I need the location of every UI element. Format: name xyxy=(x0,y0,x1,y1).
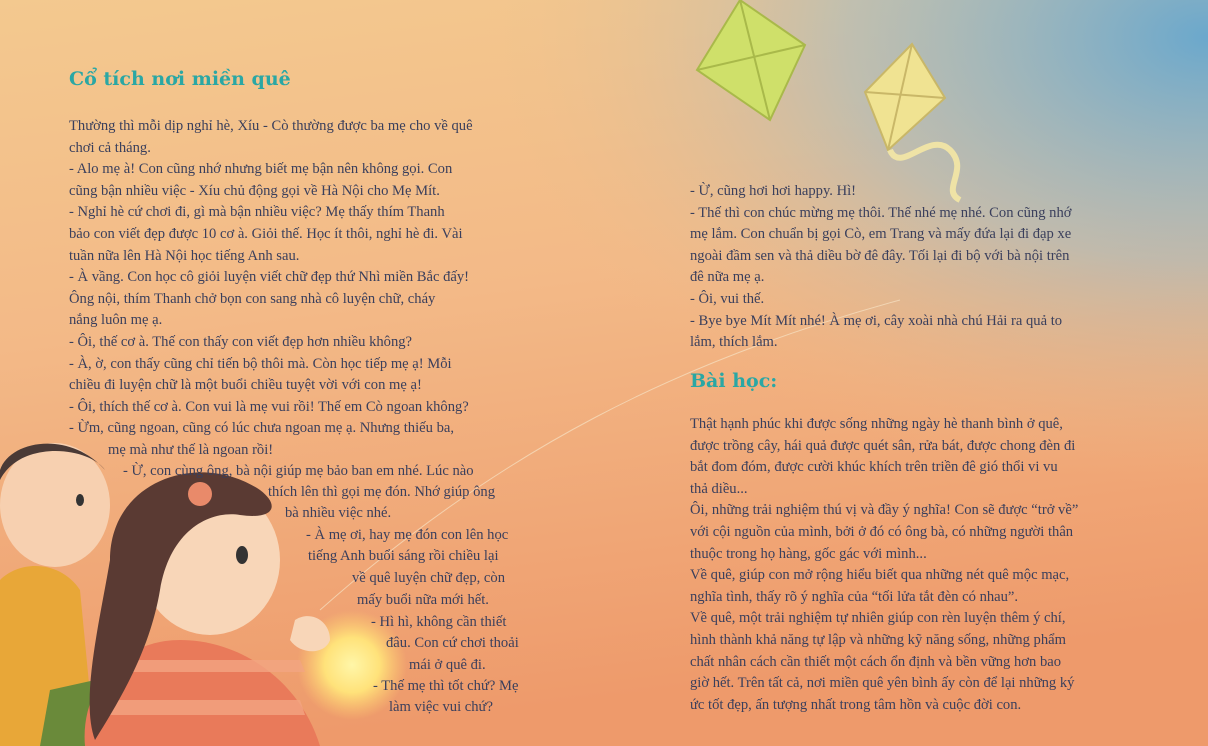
dialogue-line: ngoài đầm sen và thả diều bờ đê đây. Tối lại đi bộ với bà nội trên xyxy=(690,247,1070,264)
story-line: - À vầng. Con học cô giỏi luyện viết chữ đẹp thứ Nhì miền Bắc đấy! xyxy=(69,269,470,286)
story-line: nắng luôn mẹ ạ. xyxy=(69,312,163,329)
dialogue-line: mẹ lắm. Con chuẩn bị gọi Cò, em Trang và mấy đứa lại đi đạp xe xyxy=(690,226,1072,243)
lesson-line: chất nhân cách cần thiết một cách ổn định và bền vững hơn bao xyxy=(690,653,1062,670)
story-title: Cổ tích nơi miền quê xyxy=(69,68,291,90)
lesson-line: bắt đom đóm, được cười khúc khích trên triền đê gió thổi vi vu xyxy=(690,459,1058,476)
dialogue-line: lắm, thích lắm. xyxy=(690,334,778,351)
lesson-line: được trồng cây, hái quả được quét sân, rửa bát, được chong đèn đi xyxy=(690,437,1076,454)
story-line: tuần nữa lên Hà Nội học tiếng Anh sau. xyxy=(69,247,300,264)
lesson-line: nghĩa tình, thấy rõ ý nghĩa của “tối lửa tắt đèn có nhau”. xyxy=(690,588,1019,605)
lesson-line: thuộc trong họ hàng, gốc gác với mình... xyxy=(690,545,927,562)
dialogue-line: đê nữa mẹ ạ. xyxy=(690,269,765,286)
story-line: cũng bận nhiều việc - Xíu chủ động gọi về Hà Nội cho Mẹ Mít. xyxy=(69,182,440,199)
story-line: Ông nội, thím Thanh chở bọn con sang nhà cô luyện chữ, cháy xyxy=(69,290,436,307)
story-line: - Hì hì, không cần thiết xyxy=(371,614,507,630)
story-line: thích lên thì gọi mẹ đón. Nhớ giúp ông xyxy=(268,484,496,500)
story-line: - Nghỉ hè cứ chơi đi, gì mà bận nhiều việc? Mẹ thấy thím Thanh xyxy=(69,204,445,221)
story-body xyxy=(69,116,473,440)
story-line: Thường thì mỗi dịp nghỉ hè, Xíu - Cò thường được ba mẹ cho về quê xyxy=(69,118,473,134)
story-line: bảo con viết đẹp được 10 cơ à. Giỏi thế. Học ít thôi, nghỉ hè đi. Vài xyxy=(69,225,463,242)
story-line: bà nhiều việc nhé. xyxy=(285,505,392,521)
story-line: - Thế mẹ thì tốt chứ? Mẹ xyxy=(373,678,519,694)
story-line: làm việc vui chứ? xyxy=(389,699,493,715)
story-line: chiều đi luyện chữ là một buổi chiều tuyệt vời với con mẹ ạ! xyxy=(69,377,422,394)
lesson-line: Ôi, những trải nghiệm thú vị và đầy ý nghĩa! Con sẽ được “trở về” xyxy=(690,502,1079,519)
story-line: - À, ờ, con thấy cũng chỉ tiến bộ thôi mà. Còn học tiếp mẹ ạ! Mỗi xyxy=(69,355,452,372)
story-line: về quê luyện chữ đẹp, còn xyxy=(352,570,505,586)
dialogue-line: - Ôi, vui thế. xyxy=(690,290,765,307)
story-line: - À mẹ ơi, hay mẹ đón con lên học xyxy=(306,527,509,543)
lesson-line: thả diều... xyxy=(690,480,748,497)
dialogue-line: - Bye bye Mít Mít nhé! À mẹ ơi, cây xoài nhà chú Hải ra quả to xyxy=(690,312,1063,329)
story-line: mái ở quê đi. xyxy=(409,657,486,673)
story-line: đâu. Con cứ chơi thoải xyxy=(386,635,519,651)
lesson-line: với cội nguồn của mình, bởi ở đó có ông bà, có những người thân xyxy=(690,523,1074,540)
dialogue-line: - Ừ, cũng hơi hơi happy. Hì! xyxy=(690,183,857,199)
story-line: mẹ mà như thế là ngoan rồi! xyxy=(108,442,274,458)
dialogue-line: - Thế thì con chúc mừng mẹ thôi. Thế nhé mẹ nhé. Con cũng nhớ xyxy=(690,204,1072,221)
story-line: - Alo mẹ à! Con cũng nhớ nhưng biết mẹ bận nên không gọi. Con xyxy=(69,161,453,178)
story-line: - Ừm, cũng ngoan, cũng có lúc chưa ngoan mẹ ạ. Nhưng thiếu ba, xyxy=(69,420,454,437)
story-line: tiếng Anh buổi sáng rồi chiều lại xyxy=(308,548,499,564)
lesson-line: Về quê, một trải nghiệm tự nhiên giúp con rèn luyện thêm ý chí, xyxy=(690,610,1066,627)
lesson-line: hình thành khả năng tự lập và những kỹ năng sống, những phẩm xyxy=(690,631,1066,648)
dialogue-body xyxy=(690,181,1071,354)
story-line: mấy buổi nữa mới hết. xyxy=(357,592,489,608)
story-line: - Ôi, thích thế cơ à. Con vui là mẹ vui rồi! Thế em Cò ngoan không? xyxy=(69,398,469,415)
lesson-body xyxy=(690,414,1078,716)
lesson-line: Về quê, giúp con mở rộng hiểu biết qua những nét quê mộc mạc, xyxy=(690,567,1070,584)
lesson-title: Bài học: xyxy=(690,370,778,392)
lesson-line: Thật hạnh phúc khi được sống những ngày hè thanh bình ở quê, xyxy=(690,416,1063,432)
lesson-line: ức tốt đẹp, ấn tượng nhất trong tâm hồn và cuộc đời con. xyxy=(690,696,1022,713)
story-line: chơi cả tháng. xyxy=(69,139,151,156)
story-line: - Ôi, thế cơ à. Thế con thấy con viết đẹp hơn nhiều không? xyxy=(69,333,413,350)
story-line: - Ừ, con cùng ông, bà nội giúp mẹ bảo ban em nhé. Lúc nào xyxy=(123,463,474,479)
lesson-line: giờ hết. Trên tất cả, nơi miền quê yên bình ấy còn để lại những ký xyxy=(690,675,1075,692)
